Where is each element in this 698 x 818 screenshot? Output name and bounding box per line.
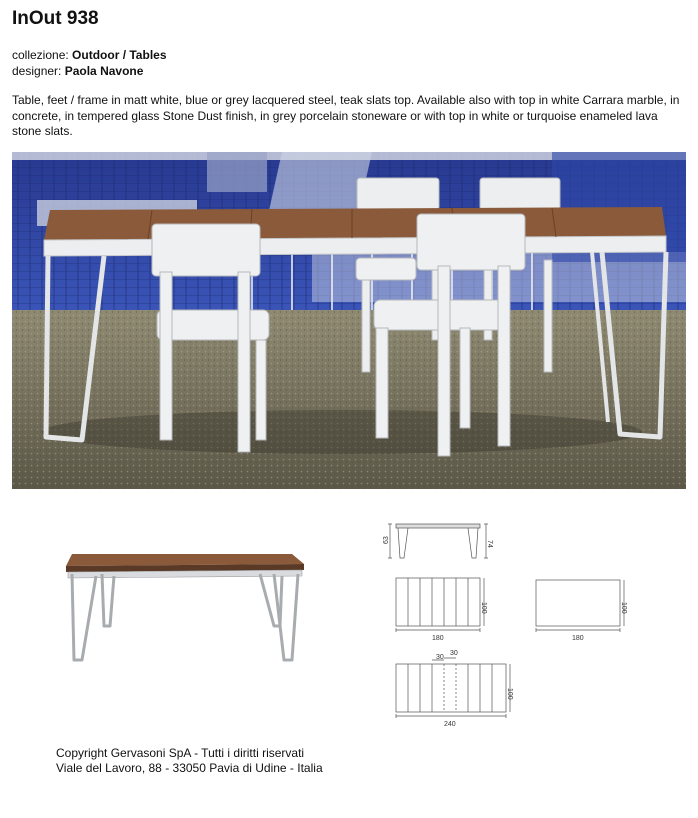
product-photo [12, 152, 686, 489]
collection-line [12, 48, 167, 62]
dim-width-240: 240 [444, 721, 456, 728]
copyright-footer [56, 746, 323, 776]
designer-value: Paola Navone [64, 64, 144, 78]
dim-extension-30-b: 30 [450, 650, 458, 657]
dim-depth-100-b: 100 [620, 602, 627, 614]
dim-height-63: 63 [383, 536, 390, 544]
dim-depth-100-c: 100 [506, 688, 513, 700]
designer-label: designer: [12, 64, 62, 78]
product-title: InOut 938 [12, 8, 99, 29]
table-render [60, 548, 310, 666]
designer-line [12, 64, 143, 78]
product-description: Table, feet / frame in matt white, blue or grey lacquered steel, teak slats top. Available also with top in white Carrara marble, in concrete, in tempered glass Stone Dust finish, in grey porcelain stoneware or with top in white or turquoise enameled lava stone slats. [12, 93, 680, 138]
dim-width-180-b: 180 [572, 635, 584, 642]
collection-label: collezione: [12, 48, 69, 62]
dim-depth-100-a: 100 [480, 602, 487, 614]
technical-drawings [370, 518, 670, 732]
dim-height-74: 74 [486, 540, 493, 548]
dim-width-180-a: 180 [432, 635, 444, 642]
dim-extension-30-a: 30 [436, 654, 444, 661]
collection-value: Outdoor / Tables [72, 48, 167, 62]
address-line: Viale del Lavoro, 88 - 33050 Pavia di Udine - Italia [56, 761, 323, 775]
copyright-line: Copyright Gervasoni SpA - Tutti i diritti riservati [56, 746, 305, 760]
